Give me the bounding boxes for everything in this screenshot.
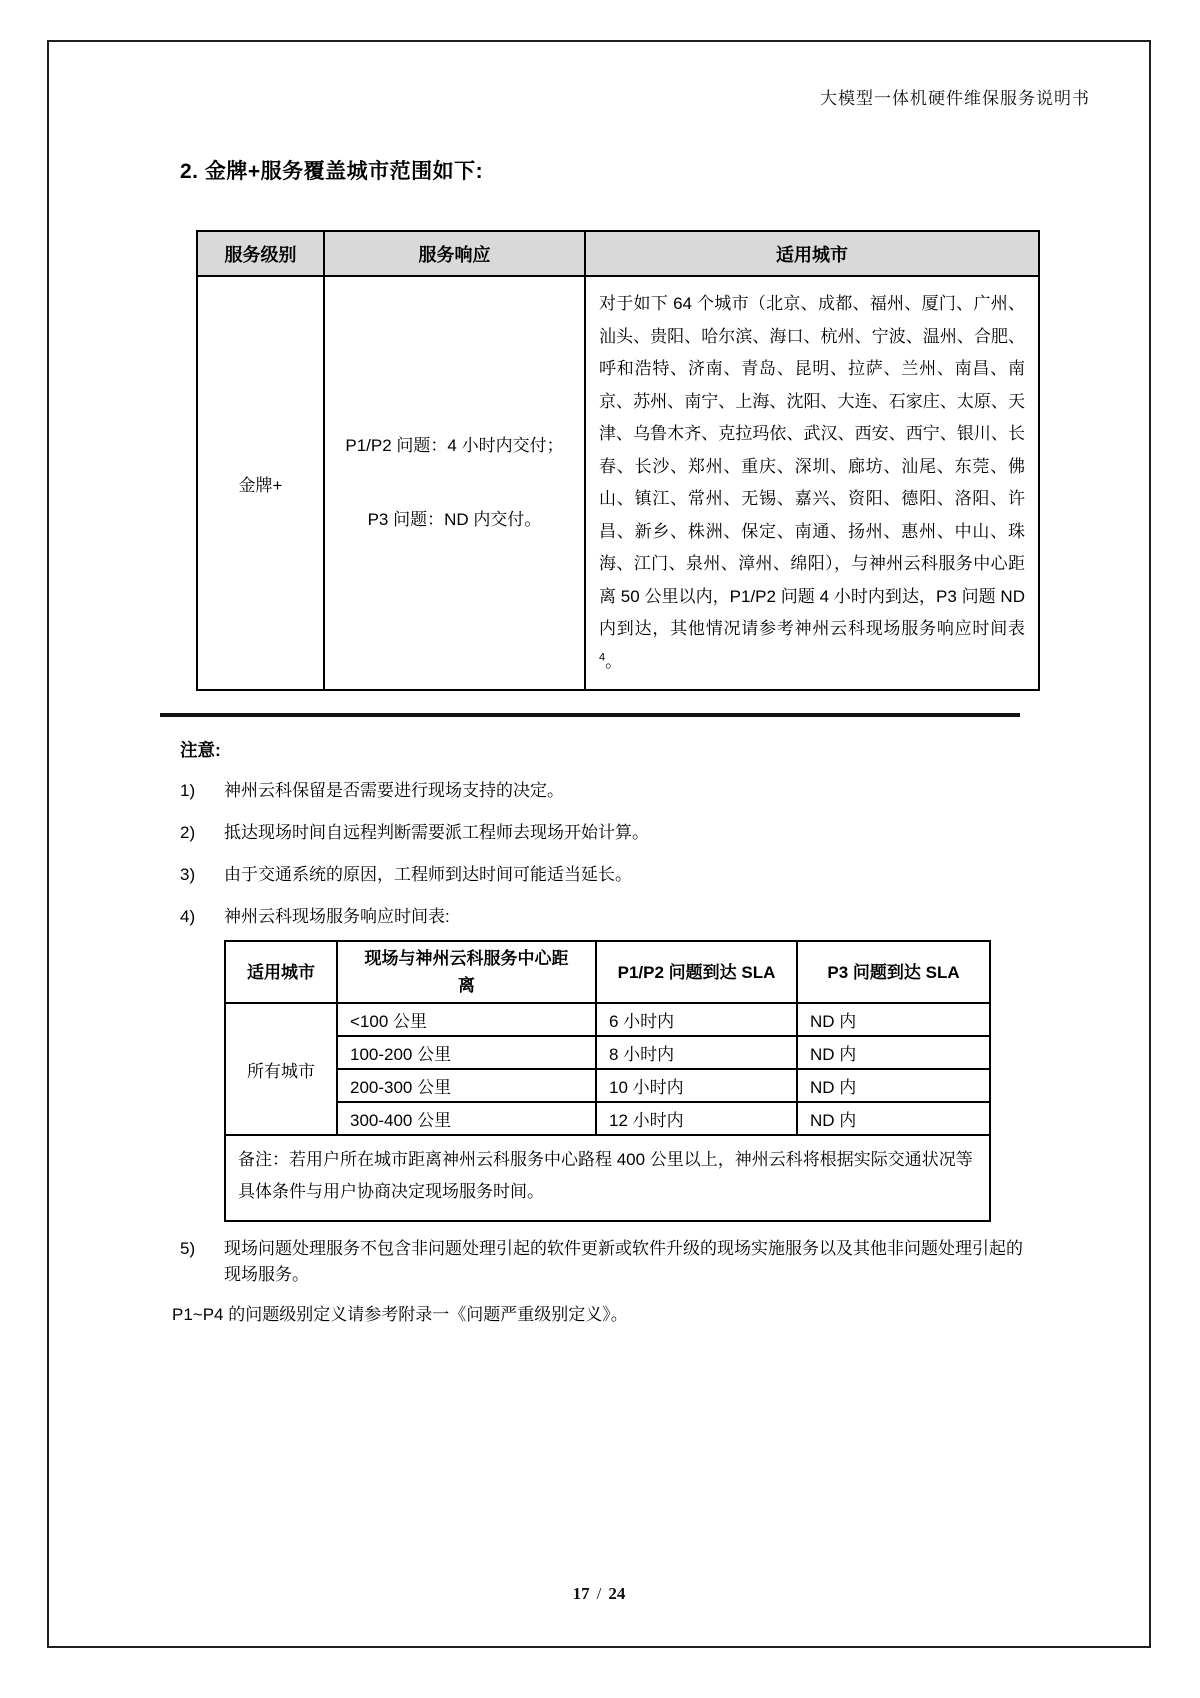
service-coverage-table	[196, 230, 1040, 691]
note-text: 神州云科保留是否需要进行现场支持的决定。	[224, 781, 564, 800]
section-divider	[160, 713, 1020, 717]
table2-header-distance: 现场与神州云科服务中心距离	[337, 941, 596, 1003]
note-number: 5)	[180, 1239, 196, 1258]
table1-header-service-response: 服务响应	[324, 231, 585, 276]
p12-sla-cell: 8 小时内	[596, 1036, 797, 1069]
note-item-3	[180, 862, 1090, 888]
applicable-cities-cell	[585, 276, 1039, 690]
service-response-cell	[324, 276, 585, 690]
distance-cell: <100 公里	[337, 1003, 596, 1036]
table-header-row	[225, 941, 990, 1003]
page-number-separator: /	[596, 1584, 602, 1603]
p12-sla-cell: 10 小时内	[596, 1069, 797, 1102]
distance-cell: 100-200 公里	[337, 1036, 596, 1069]
page-number-current: 17	[572, 1584, 590, 1603]
severity-definition-note: P1~P4 的问题级别定义请参考附录一《问题严重级别定义》。	[172, 1305, 628, 1324]
cities-paragraph-end: 。	[605, 651, 623, 671]
note-number: 3)	[180, 865, 196, 884]
table-row	[197, 276, 1039, 690]
p12-sla-cell: 12 小时内	[596, 1102, 797, 1135]
section-title: 2. 金牌+服务覆盖城市范围如下:	[180, 160, 484, 183]
remark-cell: 备注：若用户所在城市距离神州云科服务中心路程 400 公里以上，神州云科将根据实际交通状况等具体条件与用户协商决定现场服务时间。	[225, 1135, 990, 1221]
table2-header-applicable-city: 适用城市	[225, 941, 337, 1003]
response-line-p3: P3 问题：ND 内交付。	[367, 510, 542, 529]
distance-cell: 200-300 公里	[337, 1069, 596, 1102]
page-content	[49, 42, 1149, 1325]
note-text: 由于交通系统的原因，工程师到达时间可能适当延长。	[224, 865, 632, 884]
table2-header-p3-sla: P3 问题到达 SLA	[797, 941, 990, 1003]
table-row	[225, 1069, 990, 1102]
note-number: 4)	[180, 907, 196, 926]
document-header: 大模型一体机硬件维保服务说明书	[820, 89, 1090, 108]
city-scope-cell: 所有城市	[225, 1003, 337, 1135]
p3-sla-cell: ND 内	[797, 1102, 990, 1135]
table-row	[225, 1003, 990, 1036]
p3-sla-cell: ND 内	[797, 1036, 990, 1069]
service-level-cell: 金牌+	[197, 276, 324, 690]
table-row	[225, 1036, 990, 1069]
table2-header-p12-sla: P1/P2 问题到达 SLA	[596, 941, 797, 1003]
response-line-p1p2: P1/P2 问题：4 小时内交付；	[345, 436, 564, 455]
note-text: 抵达现场时间自远程判断需要派工程师去现场开始计算。	[224, 823, 649, 842]
table-remark-row	[225, 1135, 990, 1221]
note-item-4	[180, 904, 1090, 930]
note-item-1	[180, 778, 1090, 804]
cities-paragraph: 对于如下 64 个城市（北京、成都、福州、厦门、广州、汕头、贵阳、哈尔滨、海口、杭州、宁波、温州、合肥、呼和浩特、济南、青岛、昆明、拉萨、兰州、南昌、南京、苏州、南宁、上海、沈阳、大连、石家庄、太原、天津、乌鲁木齐、克拉玛依、武汉、西安、西宁、银川、长春、长沙、郑州、重庆、深圳、廊坊、汕尾、东莞、佛山、镇江、常州、无锡、嘉兴、资阳、德阳、洛阳、许昌、新乡、株洲、保定、南通、扬州、惠州、中山、珠海、江门、泉州、漳州、绵阳），与神州云科服务中心距离 50 公里以内，P1/P2 问题 4 小时内到达，P3 问题 ND 内到达，其他情况请参考神州云科现场服务响应时间表	[599, 294, 1025, 638]
note-item-2	[180, 820, 1090, 846]
note-number: 2)	[180, 823, 196, 842]
p12-sla-cell: 6 小时内	[596, 1003, 797, 1036]
page-number-total: 24	[608, 1584, 626, 1603]
table1-header-service-level: 服务级别	[197, 231, 324, 276]
page-border-frame	[47, 40, 1151, 1648]
note-item-5	[180, 1236, 1090, 1288]
page-number	[49, 1584, 1149, 1604]
note-number: 1)	[180, 781, 196, 800]
table-row	[225, 1102, 990, 1135]
note-text: 现场问题处理服务不包含非问题处理引起的软件更新或软件升级的现场实施服务以及其他非问题处理引起的现场服务。	[224, 1239, 1023, 1284]
distance-cell: 300-400 公里	[337, 1102, 596, 1135]
table-header-row	[197, 231, 1039, 276]
p3-sla-cell: ND 内	[797, 1003, 990, 1036]
response-time-table	[224, 940, 991, 1222]
note-text: 神州云科现场服务响应时间表:	[224, 907, 450, 926]
p3-sla-cell: ND 内	[797, 1069, 990, 1102]
footnote-reference: 4	[599, 650, 606, 663]
notes-label: 注意:	[180, 740, 221, 760]
table1-header-applicable-cities: 适用城市	[585, 231, 1039, 276]
